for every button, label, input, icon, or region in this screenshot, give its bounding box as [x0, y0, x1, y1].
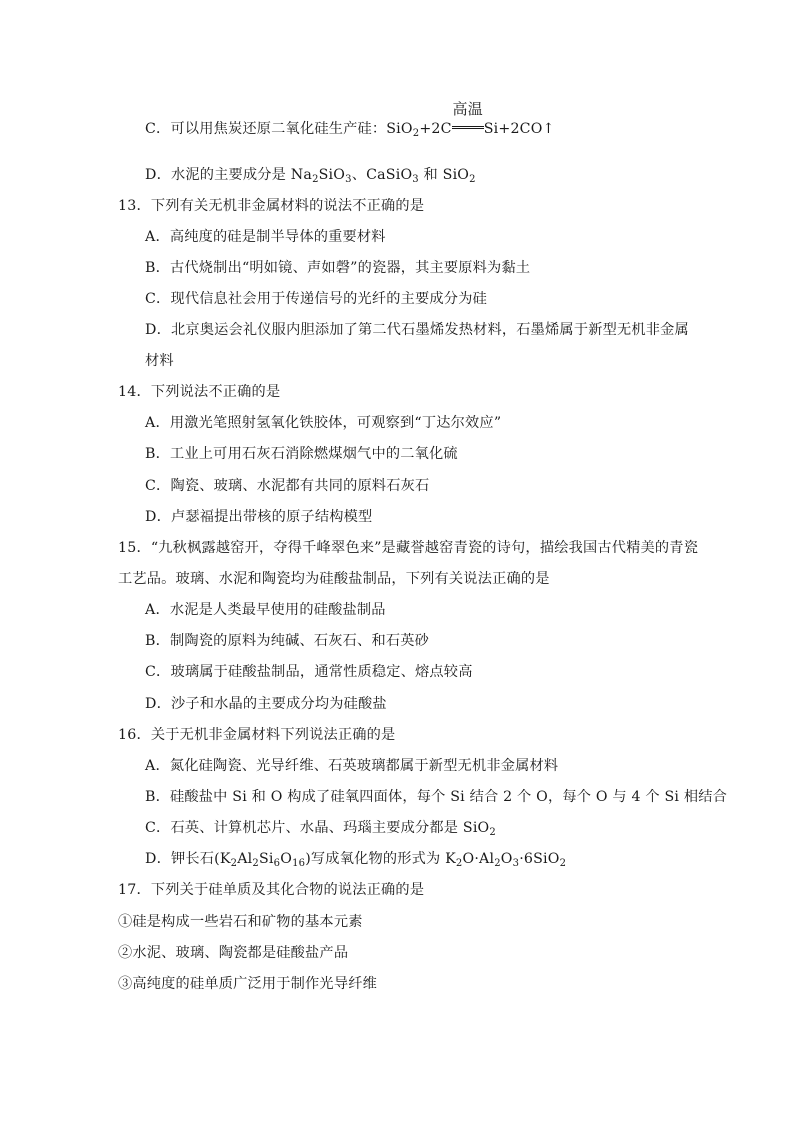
option-15c: C．玻璃属于硅酸盐制品，通常性质稳定、熔点较高 — [145, 664, 473, 680]
option-label: D． — [145, 167, 171, 183]
option-14d: D．卢瑟福提出带核的原子结构模型 — [145, 509, 373, 525]
formula-part: +2C — [419, 121, 452, 137]
reaction-condition — [452, 100, 484, 139]
option-13b: B．古代烧制出“明如镜、声如磬”的瓷器，其主要原料为黏土 — [145, 260, 531, 276]
condition-label: 高温 — [452, 100, 483, 118]
formula-product: Si+2CO↑ — [483, 121, 555, 137]
formula-part: D．钾长石(K — [145, 851, 231, 867]
option-16d — [145, 849, 566, 869]
formula-part: 和 SiO — [418, 167, 470, 183]
statement-2: ②水泥、玻璃、陶瓷都是硅酸盐产品 — [118, 945, 349, 961]
option-text: C．石英、计算机芯片、水晶、玛瑙主要成分都是 SiO — [145, 820, 490, 836]
formula-part: 水泥的主要成分是 Na — [170, 167, 313, 183]
option-13d: D．北京奥运会礼仪服内胆添加了第二代石墨烯发热材料，石墨烯属于新型无机非金属 — [145, 322, 689, 338]
subscript: 2 — [559, 858, 567, 869]
subscript: 2 — [312, 174, 319, 185]
formula-part: ·6SiO — [519, 851, 560, 867]
option-15d: D．沙子和水晶的主要成分均为硅酸盐 — [145, 696, 387, 712]
statement-3: ③高纯度的硅单质广泛用于制作光导纤维 — [118, 976, 377, 992]
option-16b: B．硅酸盐中 Si 和 O 构成了硅氧四面体，每个 Si 结合 2 个 O，每个 O 与 4 个 Si 相结合 — [145, 789, 728, 805]
question-14-stem: 14．下列说法不正确的是 — [118, 384, 281, 400]
subscript: 6 — [273, 858, 281, 869]
option-15b: B．制陶瓷的原料为纯碱、石灰石、和石英砂 — [145, 633, 429, 649]
option-text: 可以用焦炭还原二氧化硅生产硅：SiO — [170, 121, 413, 137]
option-13d-cont: 材料 — [145, 353, 174, 369]
subscript: 2 — [455, 858, 463, 869]
question-17-stem: 17．下列关于硅单质及其化合物的说法正确的是 — [118, 882, 425, 898]
subscript: 2 — [489, 827, 496, 838]
formula-part: SiO — [318, 167, 346, 183]
subscript: 2 — [494, 858, 501, 869]
option-14a: A．用激光笔照射氢氧化铁胶体，可观察到“丁达尔效应” — [145, 415, 502, 431]
formula-part: Si — [258, 851, 274, 867]
formula-part: 、CaSiO — [351, 167, 413, 183]
subscript: 3 — [345, 174, 352, 185]
formula-part: O·Al — [462, 851, 495, 867]
question-15-stem-cont: 工艺品。玻璃、水泥和陶瓷均为硅酸盐制品，下列有关说法正确的是 — [118, 571, 550, 587]
option-12d — [145, 165, 476, 185]
subscript: 3 — [412, 174, 419, 185]
question-13-stem: 13．下列有关无机非金属材料的说法不正确的是 — [118, 198, 425, 214]
formula-part: )写成氧化物的形式为 K — [305, 851, 456, 867]
formula-part: O — [500, 851, 513, 867]
subscript: 16 — [292, 858, 306, 869]
subscript: 2 — [252, 858, 259, 869]
statement-1: ①硅是构成一些岩石和矿物的基本元素 — [118, 914, 363, 930]
question-16-stem: 16．关于无机非金属材料下列说法正确的是 — [118, 727, 396, 743]
subscript: 2 — [469, 174, 476, 185]
option-13c: C．现代信息社会用于传递信号的光纤的主要成分为硅 — [145, 291, 487, 307]
option-14c: C．陶瓷、玻璃、水泥都有共同的原料石灰石 — [145, 478, 430, 494]
subscript: 2 — [230, 858, 238, 869]
subscript: 2 — [412, 128, 420, 139]
option-12c — [145, 100, 555, 139]
option-16a: A．氮化硅陶瓷、光导纤维、石英玻璃都属于新型无机非金属材料 — [145, 758, 559, 774]
equals-bar — [452, 126, 484, 129]
option-label: C． — [145, 121, 171, 137]
question-15-stem: 15．“九秋枫露越窑开，夺得千峰翠色来”是藏誉越窑青瓷的诗句，描绘我国古代精美的青瓷 — [118, 540, 699, 556]
option-16c — [145, 818, 496, 838]
option-15a: A．水泥是人类最早使用的硅酸盐制品 — [145, 602, 386, 618]
option-14b: B．工业上可用石灰石消除燃煤烟气中的二氧化硫 — [145, 446, 458, 462]
subscript: 3 — [512, 858, 520, 869]
formula-part: Al — [237, 851, 253, 867]
formula-part: O — [280, 851, 293, 867]
option-13a: A．高纯度的硅是制半导体的重要材料 — [145, 229, 386, 245]
